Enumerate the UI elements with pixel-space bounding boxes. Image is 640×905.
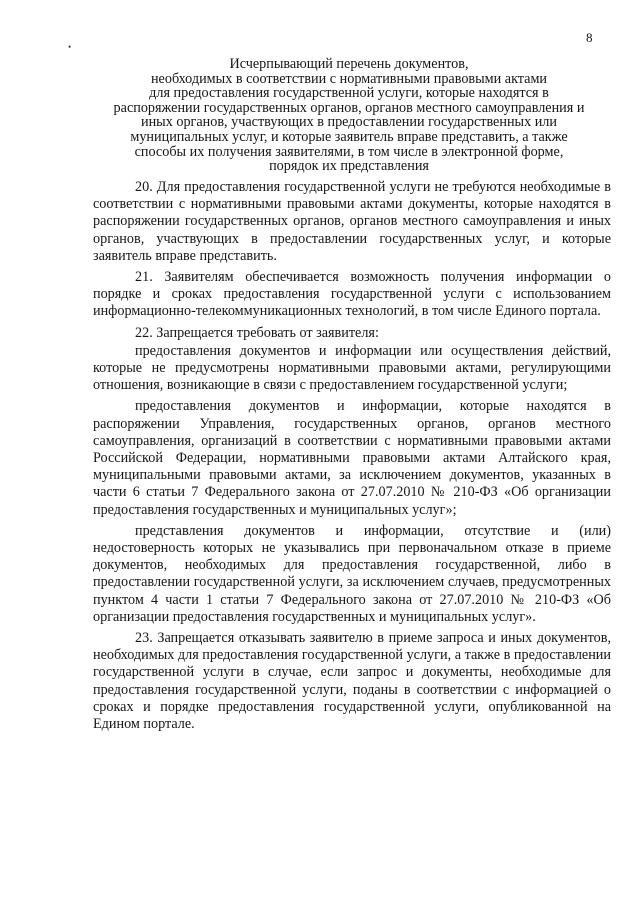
section-heading: [88, 57, 610, 174]
paragraph-22: 22. Запрещается требовать от заявителя:: [135, 324, 379, 341]
paragraph-20: 20. Для предоставления государственной услуги не требуются необходимые в соответствии с нормативными правовыми актами документы, которые находятся в распоряжении государственных органов, органов местного самоуправления и иных органов, участвующих в предоставлении государственных услуг, и которые заявитель вправе представить.: [93, 179, 611, 264]
heading-line: способы их получения заявителями, в том числе в электронной форме,: [134, 143, 564, 160]
scan-mark: •: [68, 42, 72, 52]
paragraph-22-item-1: предоставления документов и информации или осуществления действий, которые не предусмотрены нормативными правовыми актами, регулирующими отношения, возникающие в связи с предоставлением государственной услуги;: [93, 342, 611, 394]
paragraph-21: 21. Заявителям обеспечивается возможность получения информации о порядке и сроках предоставления государственной услуги с использованием информационно-телекоммуникационных технологий, в том числе Единого портала.: [93, 269, 611, 320]
paragraph-23: 23. Запрещается отказывать заявителю в приеме запроса и иных документов, необходимых для предоставления государственной услуги, а также в предоставлении государственной услуги в случае, если запрос и документы, необходимые для предоставления государственной услуги, поданы в соответствии с информацией о сроках и порядке предоставления государственной услуги, опубликованной на Едином портале.: [93, 630, 611, 733]
heading-line: распоряжении государственных органов, органов местного самоуправления и: [113, 99, 585, 116]
paragraph-22-item-2: предоставления документов и информации, которые находятся в распоряжении Управления, государственных органов, органов местного самоуправления, организаций в соответствии с нормативными правовыми актами Российской Федерации, нормативными правовыми актами Алтайского края, муниципальными правовыми актами, за исключением документов, указанных в части 6 статьи 7 Федерального закона от 27.07.2010 № 210-ФЗ «Об организации предоставления государственных и муниципальных услуг»;: [93, 398, 611, 518]
heading-line: муниципальных услуг, и которые заявитель вправе представить, а также: [130, 128, 568, 145]
heading-line: для предоставления государственной услуги, которые находятся в: [149, 85, 549, 102]
heading-line: Исчерпывающий перечень документов,: [229, 56, 469, 72]
heading-line: иных органов, участвующих в предоставлении государственных или: [141, 114, 557, 131]
paragraph-22-item-3: представления документов и информации, отсутствие и (или) недостоверность которых не указывались при первоначальном отказе в приеме документов, необходимых для предоставления государственной, либо в предоставлении государственной услуги, за исключением случаев, предусмотренных пунктом 4 части 1 статьи 7 Федерального закона от 27.07.2010 № 210-ФЗ «Об организации предоставления государственных и муниципальных услуг».: [93, 522, 611, 625]
page-number: 8: [586, 30, 593, 45]
heading-line: порядок их представления: [269, 158, 429, 175]
heading-line: необходимых в соответствии с нормативными правовыми актами: [150, 70, 548, 87]
document-body: [93, 179, 611, 737]
